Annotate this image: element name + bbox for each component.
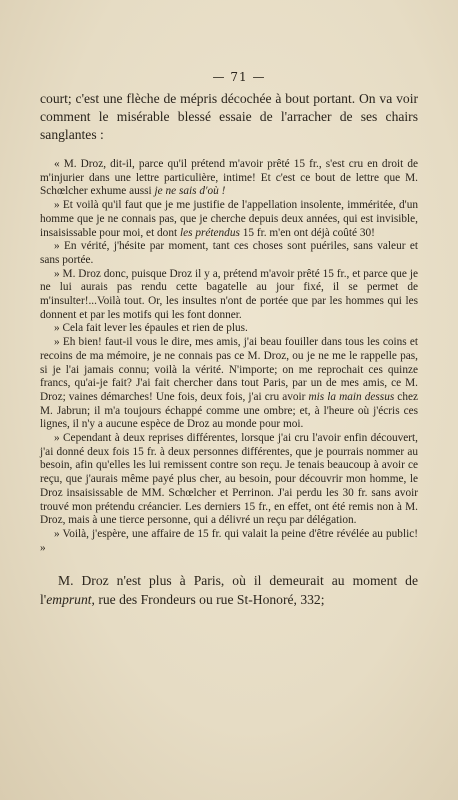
italic-phrase: mis la main dessus	[308, 390, 395, 403]
italic-phrase: les prétendus	[179, 226, 240, 239]
italic-phrase: je ne sais d'où !	[154, 185, 226, 198]
quote-paragraph-4: » M. Droz donc, puisque Droz il y a, prétend m'avoir prêté 15 fr., et parce que je ne lui aurais pas rendu cette bagatelle au jour fixé, il se permet de m'insulter!...Voilà tout. Or, les insultes n'ont de portée que par les hommes qui les donnent et par les motifs qui les font donner.	[40, 267, 418, 321]
quoted-letter	[40, 158, 418, 555]
intro-paragraph: court; c'est une flèche de mépris décochée à bout portant. On va voir comment le misérable blessé essaie de l'arracher de ses chairs sanglantes :	[40, 91, 418, 142]
quote-paragraph-8: » Voilà, j'espère, une affaire de 15 fr. qui valait la peine d'être révélée au public! »	[40, 527, 418, 554]
quote-paragraph-6: » Eh bien! faut-il vous le dire, mes amis, j'ai beau fouiller dans tous les coins et recoins de ma mémoire, je ne connais pas ce M. Droz, ou je ne me le rappelle pas, si je l'ai jamais connu; voilà la vérité. N'importe; on me reprochait ces quinze francs, qu'ai-je fait? J'ai fait chercher dans tout Paris, par un de mes amis, ce M. Droz; vaines démarches! Une fois, deux fois, j'ai cru avoir mis la main dessus chez M. Jabrun; il m'a toujours échappé comme une ombre; et, à l'heure où j'écris ces lignes, il n'y a aucune espèce de Droz au monde pour moi.	[40, 336, 418, 431]
quote-paragraph-2: » Et voilà qu'il faut que je me justifie de l'appellation insolente, imméritée, d'un homme que je ne connais pas, que je cherche depuis deux années, qui est invisible, insaisissable pour moi, et dont les prétendus 15 fr. m'en ont déjà coûté 30!	[40, 199, 418, 239]
quote-paragraph-1: « M. Droz, dit-il, parce qu'il prétend m'avoir prêté 15 fr., s'est cru en droit de m'injurier dans une lettre particulière, intime! Et c'est ce bout de lettre que M. Schœlcher exhume aussi je ne sais d'où !	[40, 158, 418, 198]
page-number: — 71 —	[212, 70, 266, 84]
quote-paragraph-7: » Cependant à deux reprises différentes, lorsque j'ai cru l'avoir enfin découvert, j'ai donné deux fois 15 fr. à deux personnes différentes, que je pourrais nommer au besoin, afin qu'elles les lui remissent contre son reçu. Je tenais beaucoup à avoir ce reçu, que j'aurais même payé plus cher, au besoin, pour découvrir mon homme, le Droz insaisissable de MM. Schœlcher et Perrinon. J'ai perdu les 30 fr. sans avoir trouvé mon prétendu créancier. Les derniers 15 fr., en effet, ont été remis non à M. Droz, mais à une tierce personne, qui a délivré un reçu par délégation.	[40, 432, 418, 527]
outro-paragraph: M. Droz n'est plus à Paris, où il demeurait au moment de l'emprunt, rue des Frondeurs ou rue St-Honoré, 332;	[40, 573, 418, 608]
italic-phrase: emprunt	[46, 592, 92, 608]
quote-paragraph-5: » Cela fait lever les épaules et rien de plus.	[54, 322, 248, 335]
quote-paragraph-3: » En vérité, j'hésite par moment, tant ces choses sont puériles, sans valeur et sans portée.	[40, 240, 418, 266]
